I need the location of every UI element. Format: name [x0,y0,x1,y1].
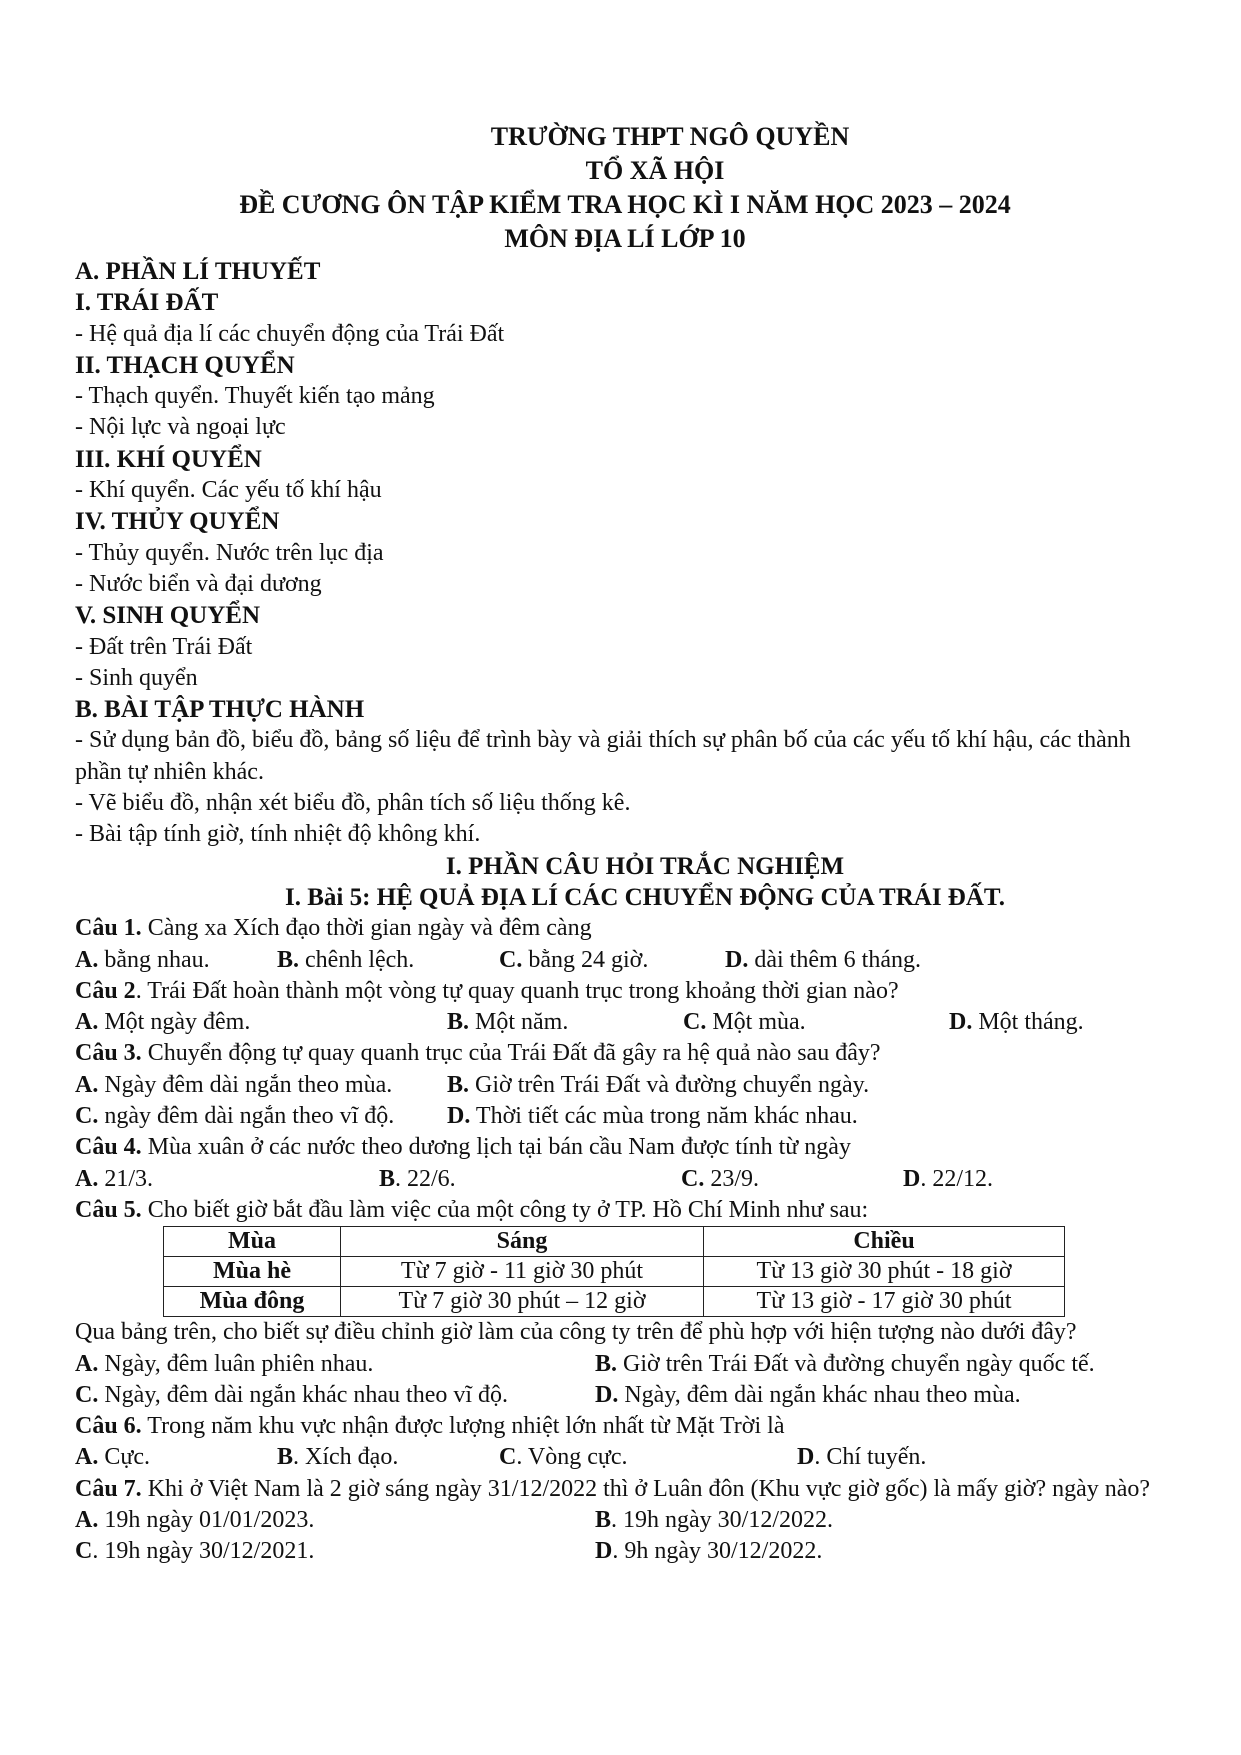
answer-d: D. Thời tiết các mùa trong năm khác nhau. [447,1103,858,1130]
answer-row [75,1536,1175,1567]
answer-row [75,1101,1175,1132]
table-header: Sáng [341,1227,704,1257]
answer-b: B. 19h ngày 30/12/2022. [595,1506,834,1533]
answer-row [75,1442,1175,1473]
answer-row [75,1349,1175,1380]
practice-item: - Sử dụng bản đồ, biểu đồ, bảng số liệu để trình bày và giải thích sự phân bố của các yếu tố khí hậu, các thành phần tự nhiên khác. [75,727,1131,785]
section-item: - Đất trên Trái Đất [75,633,253,660]
section-title: IV. THỦY QUYỂN [75,508,280,536]
question-followup: Qua bảng trên, cho biết sự điều chỉnh giờ làm của công ty trên để phù hợp với hiện tượng nào dưới đây? [75,1319,1077,1346]
section-item: - Thạch quyển. Thuyết kiến tạo mảng [75,383,435,410]
section-item: - Khí quyển. Các yếu tố khí hậu [75,477,382,504]
question-2 [75,976,1175,1007]
subject-title: MÔN ĐỊA LÍ LỚP 10 [504,224,746,253]
question-label: Câu 1. [75,915,142,942]
table-row [164,1257,1065,1287]
table-cell: Từ 7 giờ - 11 giờ 30 phút [341,1257,704,1287]
answer-c: C. bằng 24 giờ. [499,946,649,973]
table-cell: Từ 7 giờ 30 phút – 12 giờ [341,1287,704,1317]
answer-row [75,1007,1175,1038]
section-title: I. TRÁI ĐẤT [75,289,219,317]
question-6 [75,1411,1175,1442]
table-cell: Mùa đông [164,1287,341,1317]
answer-a: A. Cực. [75,1444,151,1471]
question-4 [75,1132,1175,1163]
answer-b: B. chênh lệch. [277,946,415,973]
table-cell: Từ 13 giờ 30 phút - 18 giờ [704,1257,1065,1287]
question-label: Câu 5. [75,1196,142,1223]
section-item: - Sinh quyển [75,664,198,691]
quiz-heading: I. PHẦN CÂU HỎI TRẮC NGHIỆM [445,852,845,880]
question-label: Câu 6. [75,1413,142,1440]
answer-a: A. Ngày đêm dài ngắn theo mùa. [75,1071,393,1098]
table-cell: Từ 13 giờ - 17 giờ 30 phút [704,1287,1065,1317]
question-label: Câu 3. [75,1040,142,1067]
question-text: Trong năm khu vực nhận được lượng nhiệt lớn nhất từ Mặt Trời là [141,1413,785,1440]
answer-row [75,1164,1175,1195]
question-label: Câu 7. [75,1475,142,1502]
table-row [164,1287,1065,1317]
question-text: . Trái Đất hoàn thành một vòng tự quay quanh trục trong khoảng thời gian nào? [135,977,899,1004]
table-header: Chiều [704,1227,1065,1257]
answer-c: C. Vòng cực. [499,1444,628,1471]
table-header: Mùa [164,1227,341,1257]
document-page [75,120,1175,1568]
answer-d: D. Chí tuyến. [797,1444,927,1471]
section-title: II. THẠCH QUYỂN [75,351,295,379]
answer-c: C. Một mùa. [683,1009,806,1036]
question-5 [75,1195,1175,1226]
section-item: - Thủy quyển. Nước trên lục địa [75,539,384,566]
section-title: III. KHÍ QUYỂN [75,445,262,473]
answer-c: C. ngày đêm dài ngắn theo vĩ độ. [75,1103,395,1130]
question-3 [75,1038,1175,1069]
answer-c: C. 23/9. [681,1165,760,1192]
section-item: - Nước biển và đại dương [75,570,322,597]
section-item: - Hệ quả địa lí các chuyển động của Trái Đất [75,320,505,347]
answer-b: B. Một năm. [447,1009,569,1036]
answer-d: D. 22/12. [903,1165,994,1192]
answer-b: B. 22/6. [379,1165,456,1192]
answer-d: D. 9h ngày 30/12/2022. [595,1538,823,1565]
practice-item: - Vẽ biểu đồ, nhận xét biểu đồ, phân tích số liệu thống kê. [75,790,631,817]
answer-b: B. Xích đạo. [277,1444,399,1471]
table-header-row [164,1227,1065,1257]
answer-row [75,1070,1175,1101]
section-item: - Nội lực và ngoại lực [75,414,286,441]
answer-a: A. Ngày, đêm luân phiên nhau. [75,1350,374,1377]
theory-heading: A. PHẦN LÍ THUYẾT [75,258,321,285]
answer-d: D. Một tháng. [949,1009,1084,1036]
question-label: Câu 4. [75,1134,142,1161]
answer-row [75,945,1175,976]
question-text: Cho biết giờ bắt đầu làm việc của một công ty ở TP. Hồ Chí Minh như sau: [141,1196,869,1223]
answer-a: A. 19h ngày 01/01/2023. [75,1506,315,1533]
table-cell: Mùa hè [164,1257,341,1287]
practice-item: - Bài tập tính giờ, tính nhiệt độ không khí. [75,821,481,848]
question-text: Mùa xuân ở các nước theo dương lịch tại bán cầu Nam được tính từ ngày [141,1134,851,1161]
question-7 [75,1474,1175,1505]
answer-d: D. Ngày, đêm dài ngắn khác nhau theo mùa. [595,1381,1021,1408]
practice-heading: B. BÀI TẬP THỰC HÀNH [75,696,365,724]
answer-a: A. Một ngày đêm. [75,1009,251,1036]
section-title: V. SINH QUYỂN [75,602,260,630]
question-text: Chuyển động tự quay quanh trục của Trái Đất đã gây ra hệ quả nào sau đây? [141,1040,881,1067]
question-text: Càng xa Xích đạo thời gian ngày và đêm càng [141,915,592,942]
answer-a: A. 21/3. [75,1165,154,1192]
answer-b: B. Giờ trên Trái Đất và đường chuyển ngày. [447,1071,870,1098]
school-name: TRƯỜNG THPT NGÔ QUYỀN [490,122,850,151]
answer-a: A. bằng nhau. [75,946,210,973]
answer-c: C. Ngày, đêm dài ngắn khác nhau theo vĩ độ. [75,1381,509,1408]
question-label: Câu 2 [75,977,136,1004]
question-text: Khi ở Việt Nam là 2 giờ sáng ngày 31/12/2022 thì ở Luân đôn (Khu vực giờ gốc) là mấy giờ? ngày nào? [141,1475,1151,1502]
answer-row [75,1505,1175,1536]
group-name: TỔ XÃ HỘI [585,156,725,185]
answer-c: C. 19h ngày 30/12/2021. [75,1538,315,1565]
lesson-title: I. Bài 5: HỆ QUẢ ĐỊA LÍ CÁC CHUYỂN ĐỘNG CỦA TRÁI ĐẤT. [285,883,1005,911]
answer-d: D. dài thêm 6 tháng. [725,946,921,973]
document-title: ĐỀ CƯƠNG ÔN TẬP KIỂM TRA HỌC KÌ I NĂM HỌC 2023 – 2024 [239,190,1011,219]
question-1 [75,913,1175,944]
document-header [75,120,1175,256]
answer-row [75,1380,1175,1411]
work-hours-table [163,1226,1065,1317]
answer-b: B. Giờ trên Trái Đất và đường chuyển ngày quốc tế. [595,1350,1095,1377]
